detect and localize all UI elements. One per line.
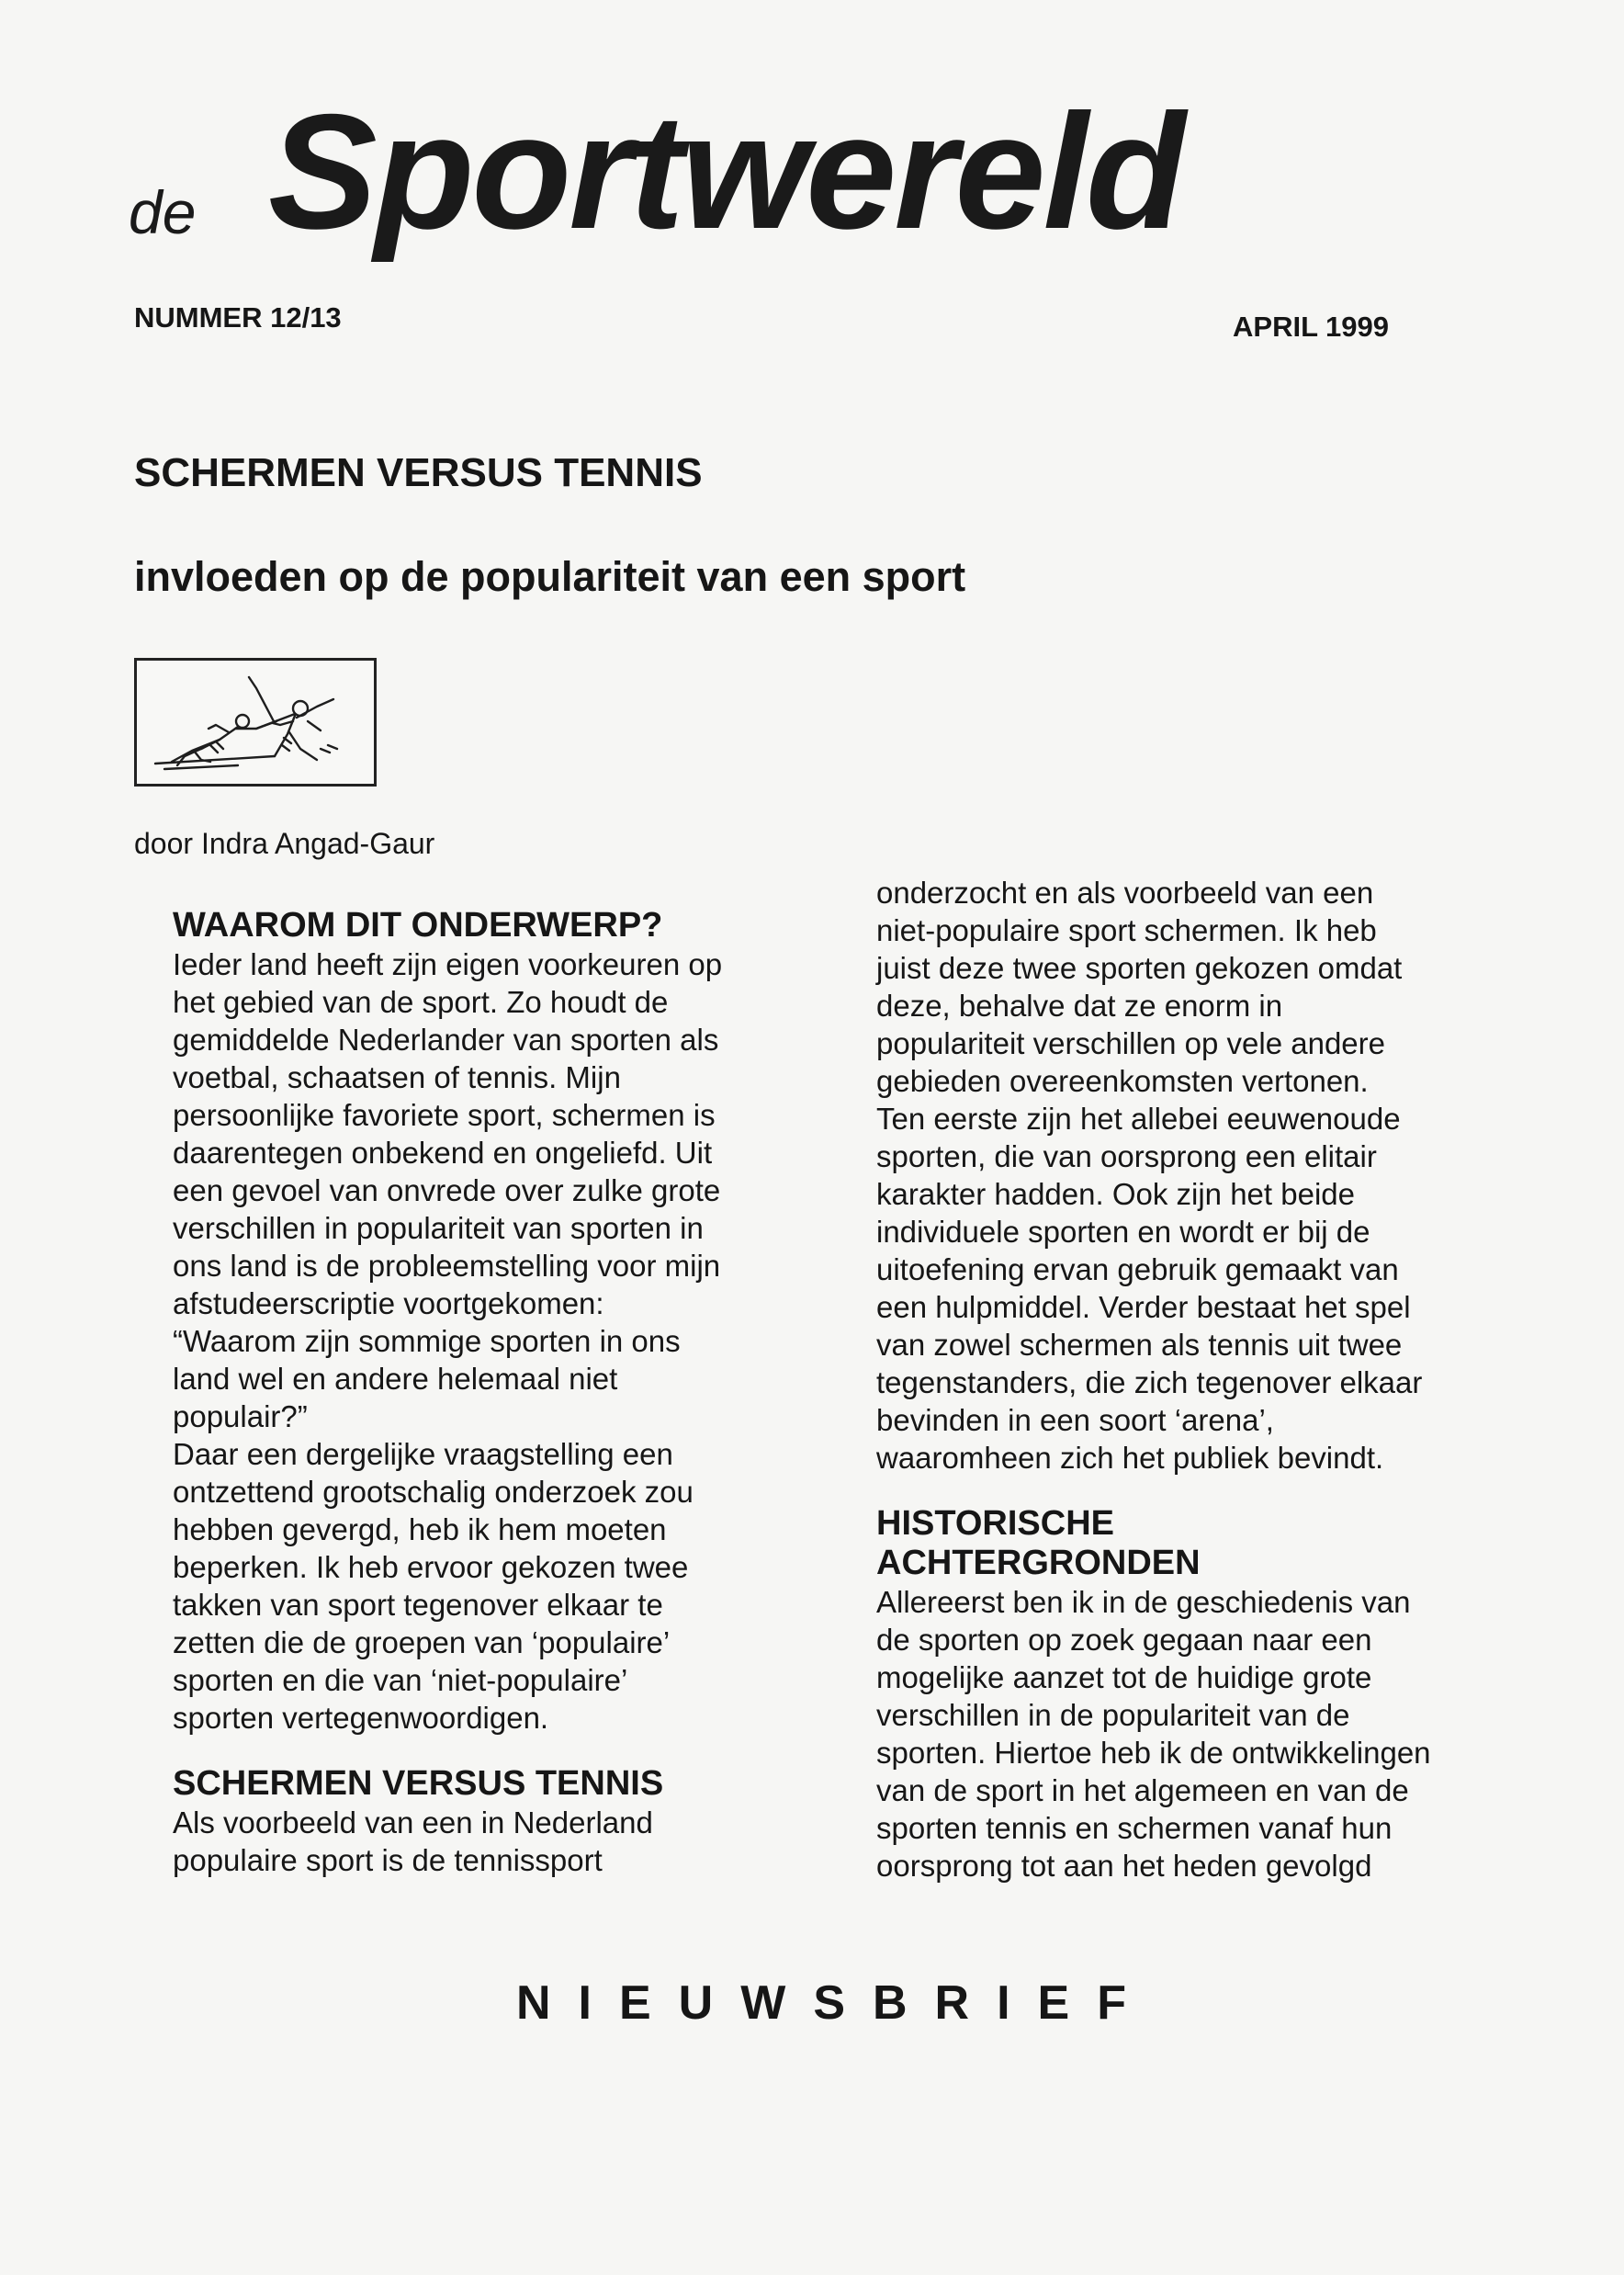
paragraph-versus: Als voorbeeld van een in Nederland populaire sport is de tennissport [173, 1805, 653, 1877]
article-headline: SCHERMEN VERSUS TENNIS [134, 450, 703, 495]
section-heading-versus: SCHERMEN VERSUS TENNIS [173, 1764, 664, 1803]
left-column [173, 906, 834, 1879]
byline: door Indra Angad-Gaur [134, 827, 435, 860]
issue-number: NUMMER 12/13 [134, 301, 342, 334]
section-heading-historische: HISTORISCHE ACHTERGRONDEN [876, 1504, 1201, 1582]
article-subheadline: invloeden op de populariteit van een sport [134, 553, 966, 600]
section-heading-waarom: WAAROM DIT ONDERWERP? [173, 906, 663, 945]
masthead-title: Sportwereld [268, 80, 1183, 263]
paragraph-intro: Ieder land heeft zijn eigen voorkeuren op het gebied van de sport. Zo houdt de gemiddelde Nederlander van sporten als voetbal, schaatsen of tennis. Mijn persoonlijke favoriete sport, schermen is daarentegen onbekend en ongeliefd. Uit een gevoel van onvrede over zulke grote verschillen in populariteit van sporten in ons land is de probleemstelling voor mijn afstudeerscriptie voortgekomen: “Waarom zijn sommige sporten in ons land wel en andere helemaal niet populair?” Daar een dergelijke vraagstelling een ontzettend grootschalig onderzoek zou hebben gevergd, heb ik hem moeten beperken. Ik heb ervoor gekozen twee takken van sport tegenover elkaar te zetten die de groepen van ‘populaire’ sporten en die van ‘niet-populaire’ sporten vertegenwoordigen. [173, 947, 723, 1735]
fencers-drawing [137, 661, 374, 784]
masthead-prefix: de [129, 178, 197, 246]
spacer [173, 1737, 834, 1764]
paragraph-comparison: onderzocht en als voorbeeld van een niet-populaire sport schermen. Ik heb juist deze twee sporten gekozen omdat deze, behalve dat ze enorm in populariteit verschillen op vele andere gebieden overeenkomsten vertonen. Ten eerste zijn het allebei eeuwenoude sporten, die van oorsprong een elitair karakter hadden. Ook zijn het beide individuele sporten en wordt er bij de uitoefening ervan gebruik gemaakt van een hulpmiddel. Verder bestaat het spel van zowel schermen als tennis uit twee tegenstanders, die zich tegenover elkaar bevinden in een soort ‘arena’, waaromheen zich het publiek bevindt. [876, 876, 1423, 1475]
spacer [876, 1477, 1538, 1504]
issue-date: APRIL 1999 [1233, 311, 1390, 343]
paragraph-history: Allereerst ben ik in de geschiedenis van de sporten op zoek gegaan naar een mogelijke aanzet tot de huidige grote verschillen in de populariteit van de sporten. Hiertoe heb ik de ontwikkelingen van de sport in het algemeen en van de sporten tennis en schermen vanaf hun oorsprong tot aan het heden gevolgd [876, 1585, 1431, 1883]
fencing-illustration [134, 658, 377, 787]
right-column [876, 874, 1538, 1885]
newsletter-footer: NIEUWSBRIEF [516, 1976, 1154, 2030]
